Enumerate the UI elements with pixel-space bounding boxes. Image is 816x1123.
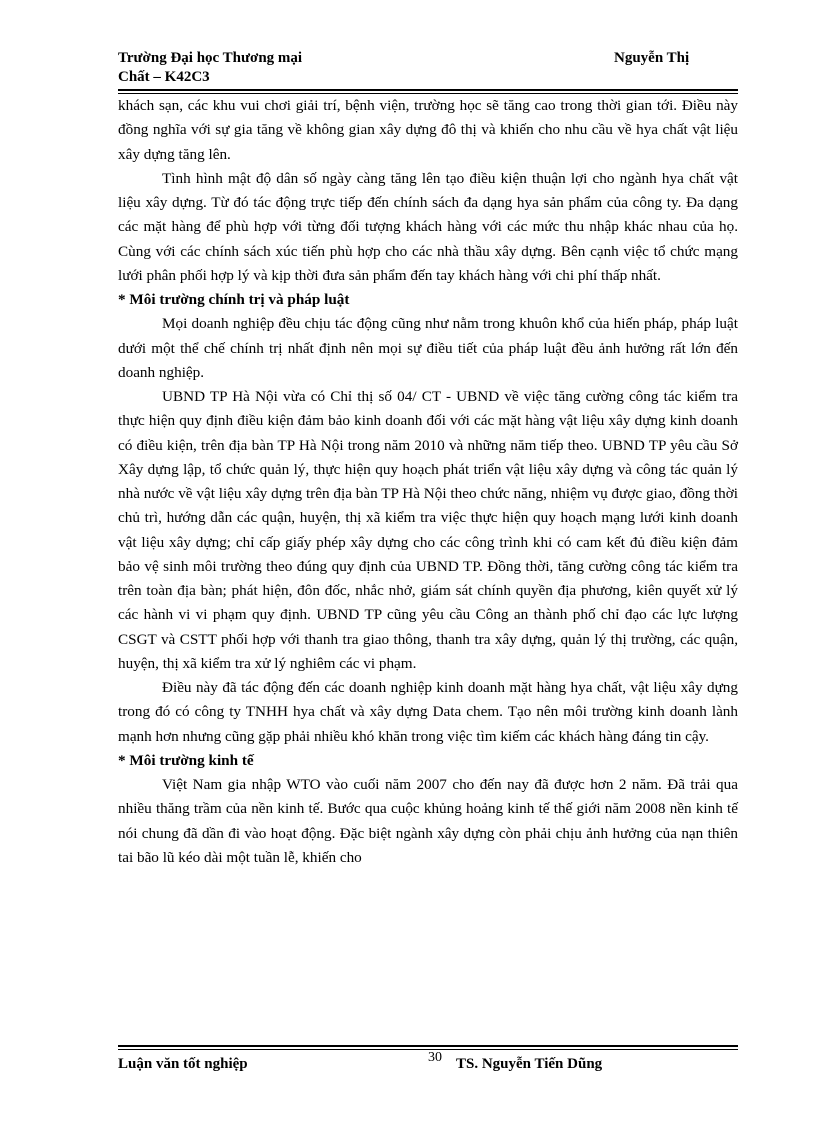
paragraph-1: khách sạn, các khu vui chơi giải trí, bệnh viện, trường học sẽ tăng cao trong thời gian tới. Điều này đồng nghĩa với sự gia tăng về không gian xây dựng đô thị và khiến cho nhu cầu về hya chất vật liệu xây dựng tăng lên. — [118, 97, 738, 163]
paragraph-5: Điều này đã tác động đến các doanh nghiệp kinh doanh mặt hàng hya chất, vật liệu xây dựng trong đó có công ty TNHH hya chất và xây dựng Data chem. Tạo nên môi trường kinh doanh lành mạnh hơn nhưng cũng gặp phải nhiều khó khăn trong việc tìm kiếm các khách hàng đáng tin cậy. — [118, 679, 738, 745]
page-header — [118, 50, 738, 85]
footer-thesis-label: Luận văn tốt nghiệp — [118, 1056, 248, 1072]
paragraph-6: Việt Nam gia nhập WTO vào cuối năm 2007 cho đến nay đã được hơn 2 năm. Đã trải qua nhiều thăng trầm của nền kinh tế. Bước qua cuộc khủng hoảng kinh tế thế giới năm 2008 nền kinh tế nói chung đã dần đi vào hoạt động. Đặc biệt ngành xây dựng còn phải chịu ảnh hưởng của nạn thiên tai bão lũ kéo dài một tuần lễ, khiến cho — [118, 776, 738, 866]
body-text — [118, 94, 738, 870]
footer-rule — [118, 1045, 738, 1047]
heading-political-legal: * Môi trường chính trị và pháp luật — [118, 291, 350, 308]
page-number: 30 — [428, 1050, 442, 1065]
paragraph-2: Tình hình mật độ dân số ngày càng tăng lên tạo điều kiện thuận lợi cho ngành hya chất vật liệu xây dựng. Từ đó tác động trực tiếp đến chính sách đa dạng hya sản phẩm của công ty. Đa dạng các mặt hàng để phù hợp với từng đối tượng khách hàng với các mức thu nhập khác nhau của họ. Cùng với các chính sách xúc tiến phù hợp cho các nhà thầu xây dựng. Bên cạnh việc tổ chức mạng lưới phân phối hợp lý và kịp thời đưa sản phẩm đến tay khách hàng với chi phí thấp nhất. — [118, 169, 738, 284]
header-university: Trường Đại học Thương mại — [118, 50, 303, 66]
header-author-class: Chất – K42C3 — [118, 69, 210, 85]
header-author: Nguyễn Thị — [614, 50, 690, 66]
header-rule — [118, 89, 738, 91]
paragraph-3: Mọi doanh nghiệp đều chịu tác động cũng như nằm trong khuôn khổ của hiến pháp, pháp luật dưới một thể chế chính trị nhất định nên mọi sự điều tiết của pháp luật đều ảnh hưởng rất lớn đến doanh nghiệp. — [118, 315, 738, 381]
paragraph-4: UBND TP Hà Nội vừa có Chỉ thị số 04/ CT - UBND về việc tăng cường công tác kiểm tra thực hiện quy định điều kiện đảm bảo kinh doanh đối với các mặt hàng vật liệu xây dựng kinh doanh có điều kiện, trên địa bàn TP Hà Nội trong năm 2010 và những năm tiếp theo. UBND TP yêu cầu Sở Xây dựng lập, tổ chức quản lý, thực hiện quy hoạch phát triển vật liệu xây dựng và công tác quản lý nhà nước về vật liệu xây dựng trên địa bàn TP Hà Nội theo chức năng, nhiệm vụ được giao, đồng thời chủ trì, hướng dẫn các quận, huyện, thị xã kiểm tra việc thực hiện quy hoạch mạng lưới kinh doanh vật liệu xây dựng; chỉ cấp giấy phép xây dựng cho các công trình khi có cam kết đủ điều kiện đảm bảo vệ sinh môi trường theo đúng quy định của UBND TP. Đồng thời, tăng cường công tác kiểm tra trên toàn địa bàn; phát hiện, đôn đốc, nhắc nhở, giám sát chính quyền địa phương, kiên quyết xử lý các hành vi vi phạm quy định. UBND TP cũng yêu cầu Công an thành phố chỉ đạo các lực lượng CSGT và CSTT phối hợp với thanh tra giao thông, thanh tra xây dựng, quản lý thị trường, các quận, huyện, thị xã kiểm tra xử lý nghiêm các vi phạm. — [118, 388, 738, 672]
heading-economic: * Môi trường kinh tế — [118, 751, 254, 769]
footer-supervisor: TS. Nguyễn Tiến Dũng — [456, 1056, 603, 1072]
page-footer — [118, 1050, 738, 1076]
